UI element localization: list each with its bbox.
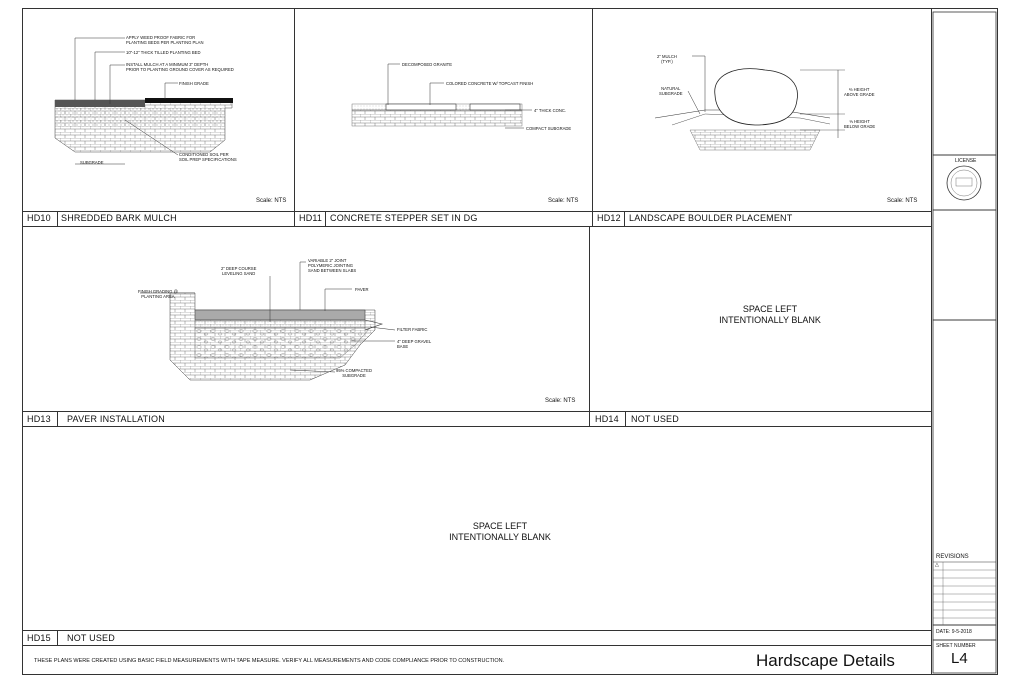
sheet-number-label: SHEET NUMBER bbox=[936, 643, 976, 649]
detail-title: LANDSCAPE BOULDER PLACEMENT bbox=[629, 213, 793, 223]
note-line: PRIOR TO PLANTING GROUND COVER AS REQUIRED bbox=[126, 67, 234, 72]
note-line: ⅔ HEIGHT bbox=[849, 87, 870, 92]
note-line: SUBGRADE bbox=[659, 91, 683, 96]
blank-line: INTENTIONALLY BLANK bbox=[449, 532, 551, 542]
detail-id: HD10 bbox=[27, 213, 51, 223]
note-line: ⅓ HEIGHT bbox=[849, 119, 870, 124]
callout-note: 10"-12" THICK TILLED PLANTING BED bbox=[126, 50, 201, 55]
stepper-section bbox=[352, 64, 532, 128]
callout-note: 4" THICK CONC. bbox=[534, 108, 567, 113]
callout-note bbox=[221, 266, 256, 276]
blank-line: SPACE LEFT bbox=[472, 521, 528, 531]
callout-note: SUBGRADE bbox=[80, 160, 104, 165]
scale-label: Scale: NTS bbox=[256, 198, 287, 204]
mulch-section bbox=[55, 38, 233, 164]
note-line: PLANTING BEDS PER PLANTING PLAN bbox=[126, 40, 204, 45]
note-line: 2" MULCH bbox=[657, 54, 677, 59]
callout-note: FINISH GRADE bbox=[179, 81, 209, 86]
detail-id: HD13 bbox=[27, 414, 51, 424]
callout-note bbox=[126, 62, 234, 72]
note-line: SOIL PREP SPECIFICATIONS bbox=[179, 157, 237, 162]
detail-title: NOT USED bbox=[631, 414, 679, 424]
note-line: NATURAL bbox=[661, 86, 681, 91]
detail-id: HD14 bbox=[595, 414, 619, 424]
revisions-label: REVISIONS bbox=[936, 554, 969, 560]
scale-label: Scale: NTS bbox=[887, 198, 918, 204]
callout-note bbox=[844, 87, 874, 97]
callout-note bbox=[308, 258, 356, 273]
note-line: ABOVE GRADE bbox=[844, 92, 875, 97]
note-line: APPLY WEED PROOF FABRIC FOR bbox=[126, 35, 196, 40]
license-seal bbox=[947, 166, 981, 200]
note-line: BASE bbox=[397, 344, 409, 349]
boulder-section bbox=[655, 56, 845, 150]
note-line: VARIABLE 2" JOINT bbox=[308, 258, 347, 263]
callout-note: DECOMPOSED GRANITE bbox=[402, 62, 453, 67]
detail-title: SHREDDED BARK MULCH bbox=[61, 213, 177, 223]
note-line: 4" DEEP GRAVEL bbox=[397, 339, 432, 344]
callout-note: COLORED CONCRETE W/ TOPCAST FINISH bbox=[446, 81, 534, 86]
note-line: 2" DEEP COURSE bbox=[221, 266, 257, 271]
callout-note: COMPACT SUBGRADE bbox=[526, 126, 572, 131]
note-line: (TYP.) bbox=[661, 59, 673, 64]
note-line: FINISH GRADING @ bbox=[138, 289, 178, 294]
revision-mark: △ bbox=[935, 562, 939, 568]
detail-id: HD11 bbox=[299, 213, 323, 223]
callout-note bbox=[336, 368, 372, 378]
note-line: CONDITIONED SOIL PER bbox=[179, 152, 229, 157]
sheet-date: DATE: 9-5-2018 bbox=[936, 629, 972, 635]
callout-note bbox=[657, 54, 677, 64]
callout-note: FILTER FABRIC bbox=[397, 327, 428, 332]
note-line: BELOW GRADE bbox=[844, 124, 876, 129]
note-line: SAND BETWEEN SLABS bbox=[308, 268, 357, 273]
detail-title: CONCRETE STEPPER SET IN DG bbox=[330, 213, 478, 223]
sheet-number: L4 bbox=[951, 650, 968, 667]
license-label: LICENSE bbox=[955, 158, 977, 164]
callout-note bbox=[397, 339, 431, 349]
note-line: LEVELING SAND bbox=[222, 271, 256, 276]
callout-note bbox=[179, 152, 237, 162]
callout-note bbox=[659, 86, 683, 96]
sheet-title: Hardscape Details bbox=[756, 651, 895, 670]
scale-label: Scale: NTS bbox=[545, 398, 576, 404]
detail-id: HD15 bbox=[27, 633, 51, 643]
note-line: POLYMERIC JOINTING bbox=[308, 263, 354, 268]
callout-note: PAVER bbox=[355, 287, 369, 292]
title-block-grid bbox=[933, 12, 996, 673]
note-line: PLANTING AREA bbox=[141, 294, 175, 299]
detail-id: HD12 bbox=[597, 213, 621, 223]
note-line: SUBGRADE bbox=[342, 373, 366, 378]
detail-title: NOT USED bbox=[67, 633, 115, 643]
callout-note bbox=[138, 289, 178, 299]
note-line: INSTALL MULCH AT A MINIMUM 3" DEPTH bbox=[126, 62, 209, 67]
paver-section bbox=[140, 262, 395, 380]
disclaimer-text: THESE PLANS WERE CREATED USING BASIC FIELD MEASUREMENTS WITH TAPE MEASURE. VERIFY ALL MEASUREMENTS AND CODE COMPLIANCE PRIOR TO CONSTRUCTION. bbox=[34, 658, 505, 664]
detail-title: PAVER INSTALLATION bbox=[67, 414, 165, 424]
blank-line: SPACE LEFT bbox=[742, 304, 798, 314]
blank-line: INTENTIONALLY BLANK bbox=[719, 315, 821, 325]
note-line: 95% COMPACTED bbox=[336, 368, 372, 373]
callout-note bbox=[126, 35, 204, 45]
scale-label: Scale: NTS bbox=[548, 198, 579, 204]
callout-note bbox=[844, 119, 875, 129]
